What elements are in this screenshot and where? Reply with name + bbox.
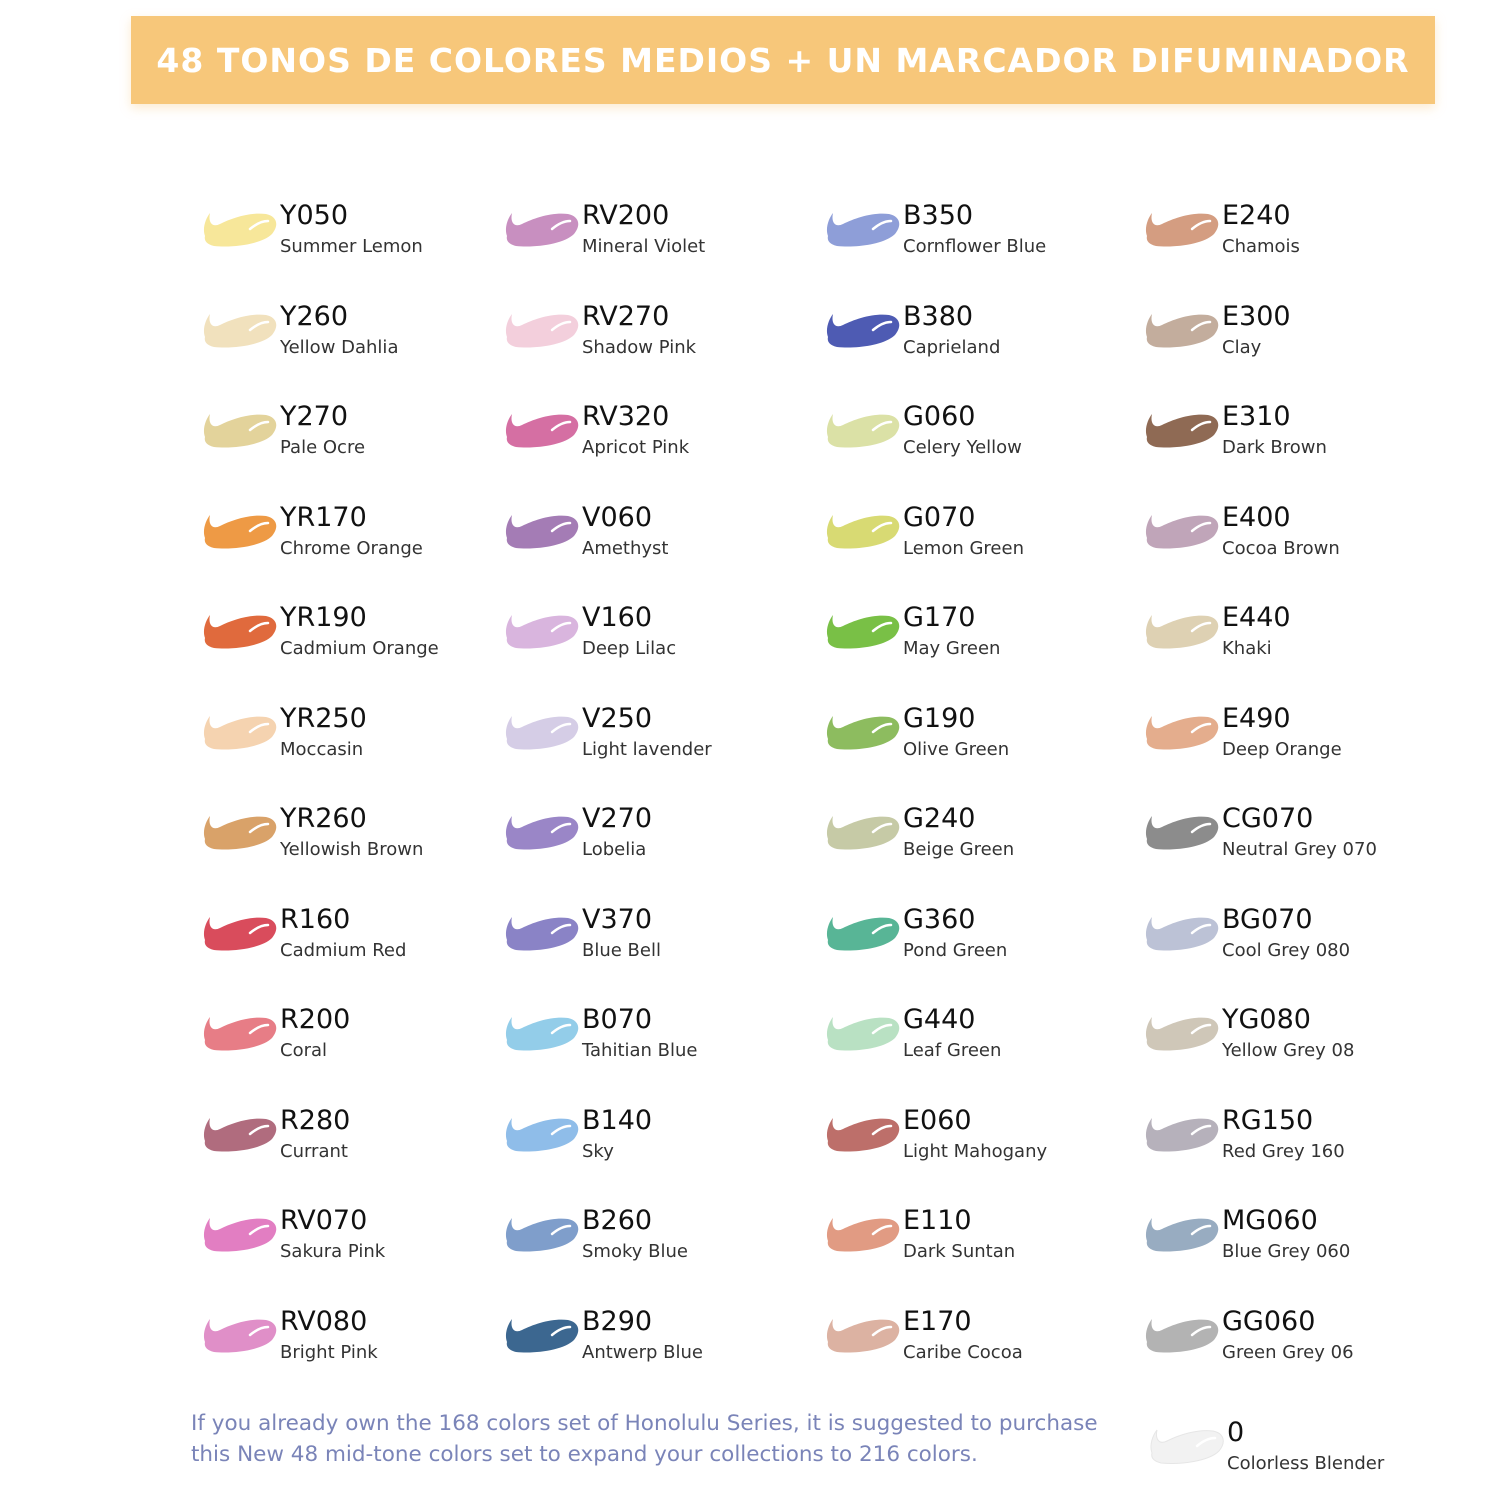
color-name: Shadow Pink	[582, 337, 697, 358]
color-item	[1140, 1103, 1440, 1173]
color-item	[500, 600, 800, 670]
color-swatch	[1140, 1002, 1220, 1054]
marker-stroke-shape	[1140, 600, 1220, 652]
marker-stroke-shape	[1140, 299, 1220, 351]
marker-stroke-shape	[198, 1002, 278, 1054]
color-code: G070	[903, 502, 976, 533]
color-swatch	[198, 801, 278, 853]
color-name: Khaki	[1222, 638, 1272, 659]
marker-stroke-shape	[198, 902, 278, 954]
color-swatch	[821, 198, 901, 250]
color-swatch	[1140, 801, 1220, 853]
color-code: G060	[903, 401, 976, 432]
color-item	[1140, 1203, 1440, 1273]
color-code: RV200	[582, 200, 670, 231]
color-name: Cool Grey 080	[1222, 940, 1351, 961]
color-item	[500, 299, 800, 369]
marker-stroke-shape	[1140, 1304, 1220, 1356]
color-name: Blue Bell	[582, 940, 661, 961]
color-name: Lemon Green	[903, 538, 1024, 559]
color-code: RV270	[582, 301, 670, 332]
color-swatch	[1140, 1304, 1220, 1356]
color-code: G360	[903, 904, 976, 935]
color-swatch	[1140, 902, 1220, 954]
color-name: Blue Grey 060	[1222, 1241, 1351, 1262]
marker-stroke-shape	[500, 198, 580, 250]
marker-stroke-shape	[821, 399, 901, 451]
marker-stroke-shape	[821, 299, 901, 351]
color-name: Clay	[1222, 337, 1262, 358]
color-name: Deep Lilac	[582, 638, 677, 659]
blender-item	[1145, 1415, 1445, 1485]
color-item	[198, 600, 498, 670]
color-code: CG070	[1222, 803, 1314, 834]
color-swatch	[500, 902, 580, 954]
marker-stroke-shape	[500, 801, 580, 853]
color-name: Neutral Grey 070	[1222, 839, 1377, 860]
color-swatch	[1140, 1103, 1220, 1155]
marker-stroke-shape	[1140, 1103, 1220, 1155]
color-item	[198, 299, 498, 369]
marker-stroke-shape	[500, 399, 580, 451]
color-item	[500, 902, 800, 972]
marker-stroke-shape	[198, 1203, 278, 1255]
color-item	[1140, 198, 1440, 268]
color-swatch	[500, 1203, 580, 1255]
color-name: Deep Orange	[1222, 739, 1342, 760]
color-code: E110	[903, 1205, 972, 1236]
marker-stroke-shape	[198, 399, 278, 451]
blender-name: Colorless Blender	[1227, 1453, 1385, 1474]
footnote-line-2: this New 48 mid-tone colors set to expand your collections to 216 colors.	[191, 1442, 978, 1467]
color-swatch	[500, 801, 580, 853]
marker-stroke-shape	[821, 198, 901, 250]
color-swatch	[1140, 701, 1220, 753]
color-name: Chamois	[1222, 236, 1300, 257]
color-code: Y260	[280, 301, 349, 332]
color-item	[198, 1002, 498, 1072]
color-item	[500, 1304, 800, 1374]
color-name: Dark Suntan	[903, 1241, 1016, 1262]
color-name: Caprieland	[903, 337, 1001, 358]
color-item	[198, 1103, 498, 1173]
color-swatch	[198, 902, 278, 954]
marker-stroke-shape	[500, 1103, 580, 1155]
color-swatch	[821, 801, 901, 853]
marker-stroke-shape	[198, 1103, 278, 1155]
color-name: Chrome Orange	[280, 538, 423, 559]
color-code: E060	[903, 1105, 972, 1136]
marker-stroke-shape	[198, 500, 278, 552]
marker-stroke-shape	[500, 1304, 580, 1356]
color-item	[198, 701, 498, 771]
color-item	[1140, 701, 1440, 771]
color-item	[821, 299, 1121, 369]
color-name: Tahitian Blue	[582, 1040, 698, 1061]
color-swatch	[1140, 198, 1220, 250]
color-name: Olive Green	[903, 739, 1010, 760]
marker-stroke-shape	[821, 500, 901, 552]
color-name: Pale Ocre	[280, 437, 366, 458]
color-item	[1140, 902, 1440, 972]
color-swatch	[1140, 600, 1220, 652]
color-item	[500, 701, 800, 771]
color-code: G440	[903, 1004, 976, 1035]
marker-stroke-shape	[1140, 399, 1220, 451]
color-code: B350	[903, 200, 974, 231]
marker-stroke-shape	[198, 701, 278, 753]
color-name: Pond Green	[903, 940, 1008, 961]
marker-stroke-shape	[198, 801, 278, 853]
color-swatch	[500, 399, 580, 451]
color-code: YR190	[280, 602, 367, 633]
color-swatch	[1140, 399, 1220, 451]
color-code: R280	[280, 1105, 351, 1136]
color-item	[500, 1002, 800, 1072]
color-name: Lobelia	[582, 839, 647, 860]
color-code: E400	[1222, 502, 1291, 533]
color-item	[1140, 801, 1440, 871]
color-code: B140	[582, 1105, 653, 1136]
color-swatch	[500, 1304, 580, 1356]
color-item	[500, 399, 800, 469]
color-swatch	[1140, 1203, 1220, 1255]
color-name: Moccasin	[280, 739, 364, 760]
color-item	[821, 1304, 1121, 1374]
color-name: Cadmium Orange	[280, 638, 439, 659]
color-name: Light lavender	[582, 739, 712, 760]
color-item	[500, 801, 800, 871]
color-swatch	[821, 299, 901, 351]
color-swatch	[821, 1304, 901, 1356]
color-name: Red Grey 160	[1222, 1141, 1345, 1162]
color-item	[198, 198, 498, 268]
marker-stroke-shape	[198, 600, 278, 652]
marker-stroke-shape	[500, 500, 580, 552]
color-name: Yellow Dahlia	[280, 337, 399, 358]
color-item	[821, 902, 1121, 972]
color-name: Smoky Blue	[582, 1241, 688, 1262]
color-swatch	[198, 500, 278, 552]
color-code: YR250	[280, 703, 367, 734]
color-swatch	[500, 1002, 580, 1054]
color-swatch	[821, 600, 901, 652]
color-code: E300	[1222, 301, 1291, 332]
color-swatch	[500, 198, 580, 250]
color-item	[500, 1103, 800, 1173]
color-swatch	[500, 299, 580, 351]
color-item	[1140, 299, 1440, 369]
color-item	[1140, 1304, 1440, 1374]
marker-stroke-shape	[821, 801, 901, 853]
color-name: Sky	[582, 1141, 614, 1162]
color-name: Leaf Green	[903, 1040, 1002, 1061]
color-item	[821, 801, 1121, 871]
color-swatch	[198, 299, 278, 351]
color-name: Antwerp Blue	[582, 1342, 703, 1363]
color-code: R160	[280, 904, 351, 935]
color-name: Green Grey 06	[1222, 1342, 1354, 1363]
color-item	[821, 500, 1121, 570]
footnote	[191, 1408, 1141, 1470]
color-name: Cornflower Blue	[903, 236, 1047, 257]
marker-stroke-shape	[500, 1002, 580, 1054]
color-code: YG080	[1222, 1004, 1311, 1035]
color-name: Cadmium Red	[280, 940, 407, 961]
marker-stroke-shape	[500, 299, 580, 351]
color-name: Coral	[280, 1040, 328, 1061]
color-swatch	[821, 902, 901, 954]
color-item	[821, 701, 1121, 771]
color-code: E310	[1222, 401, 1291, 432]
color-swatch	[821, 1103, 901, 1155]
marker-stroke-shape	[1140, 1002, 1220, 1054]
color-swatch	[198, 399, 278, 451]
color-name: Sakura Pink	[280, 1241, 386, 1262]
color-swatch	[821, 1002, 901, 1054]
marker-stroke-shape	[1140, 701, 1220, 753]
color-code: GG060	[1222, 1306, 1316, 1337]
color-swatch	[500, 500, 580, 552]
color-name: Yellow Grey 08	[1222, 1040, 1355, 1061]
color-swatch	[198, 701, 278, 753]
color-name: Celery Yellow	[903, 437, 1022, 458]
color-item	[500, 500, 800, 570]
color-code: B260	[582, 1205, 653, 1236]
marker-stroke-shape	[198, 299, 278, 351]
color-item	[821, 1002, 1121, 1072]
color-swatch	[1140, 500, 1220, 552]
color-code: V250	[582, 703, 653, 734]
color-swatch	[1140, 299, 1220, 351]
marker-stroke-shape	[198, 198, 278, 250]
color-swatch	[198, 1203, 278, 1255]
marker-stroke-shape	[500, 701, 580, 753]
color-code: RV080	[280, 1306, 368, 1337]
banner-title: 48 TONOS DE COLORES MEDIOS + UN MARCADOR DIFUMINADOR	[156, 40, 1410, 80]
color-name: Yellowish Brown	[280, 839, 424, 860]
color-code: RG150	[1222, 1105, 1314, 1136]
marker-stroke-shape	[821, 1203, 901, 1255]
color-code: V370	[582, 904, 653, 935]
color-item	[198, 801, 498, 871]
color-item	[198, 1304, 498, 1374]
color-swatch	[198, 1002, 278, 1054]
color-name: Dark Brown	[1222, 437, 1327, 458]
color-name: May Green	[903, 638, 1001, 659]
color-item	[198, 902, 498, 972]
marker-stroke-shape	[1140, 500, 1220, 552]
color-name: Caribe Cocoa	[903, 1342, 1023, 1363]
color-name: Apricot Pink	[582, 437, 690, 458]
color-code: B290	[582, 1306, 653, 1337]
color-swatch	[500, 701, 580, 753]
marker-stroke-shape	[821, 701, 901, 753]
marker-stroke-shape	[198, 1304, 278, 1356]
marker-stroke-shape	[500, 1203, 580, 1255]
color-swatch	[198, 1103, 278, 1155]
color-swatch	[821, 701, 901, 753]
color-name: Cocoa Brown	[1222, 538, 1340, 559]
marker-stroke-shape	[821, 1103, 901, 1155]
color-item	[1140, 399, 1440, 469]
marker-stroke-shape	[821, 1002, 901, 1054]
color-item	[821, 198, 1121, 268]
color-code: Y270	[280, 401, 349, 432]
color-item	[1140, 500, 1440, 570]
color-code: R200	[280, 1004, 351, 1035]
color-code: E490	[1222, 703, 1291, 734]
color-code: MG060	[1222, 1205, 1318, 1236]
marker-stroke-shape	[1140, 902, 1220, 954]
color-name: Mineral Violet	[582, 236, 706, 257]
marker-stroke-shape	[500, 902, 580, 954]
color-code: V060	[582, 502, 653, 533]
color-code: YR170	[280, 502, 367, 533]
footnote-line-1: If you already own the 168 colors set of Honolulu Series, it is suggested to purchase	[191, 1411, 1098, 1436]
marker-stroke-shape	[1140, 1203, 1220, 1255]
color-code: YR260	[280, 803, 367, 834]
color-swatch	[500, 600, 580, 652]
marker-stroke-shape	[1140, 801, 1220, 853]
color-code: Y050	[280, 200, 349, 231]
marker-stroke-shape	[821, 902, 901, 954]
color-item	[821, 1203, 1121, 1273]
color-swatch	[198, 198, 278, 250]
color-code: BG070	[1222, 904, 1313, 935]
color-code: G190	[903, 703, 976, 734]
color-code: E240	[1222, 200, 1291, 231]
marker-stroke-shape	[1140, 198, 1220, 250]
color-item	[500, 198, 800, 268]
color-swatch	[198, 1304, 278, 1356]
color-swatch	[500, 1103, 580, 1155]
blender-swatch	[1145, 1415, 1225, 1467]
color-code: RV070	[280, 1205, 368, 1236]
color-item	[198, 500, 498, 570]
color-code: G240	[903, 803, 976, 834]
color-name: Amethyst	[582, 538, 669, 559]
marker-stroke-shape	[821, 1304, 901, 1356]
color-name: Bright Pink	[280, 1342, 378, 1363]
blender-stroke-shape	[1145, 1415, 1225, 1467]
color-code: V270	[582, 803, 653, 834]
color-code: B070	[582, 1004, 653, 1035]
color-name: Summer Lemon	[280, 236, 423, 257]
color-name: Light Mahogany	[903, 1141, 1048, 1162]
color-code: G170	[903, 602, 976, 633]
color-item	[198, 399, 498, 469]
color-item	[198, 1203, 498, 1273]
color-item	[1140, 600, 1440, 670]
marker-stroke-shape	[500, 600, 580, 652]
color-code: V160	[582, 602, 653, 633]
color-swatch	[821, 399, 901, 451]
marker-stroke-shape	[821, 600, 901, 652]
color-code: E170	[903, 1306, 972, 1337]
color-item	[1140, 1002, 1440, 1072]
color-name: Beige Green	[903, 839, 1015, 860]
color-item	[821, 399, 1121, 469]
color-code: B380	[903, 301, 974, 332]
color-name: Currant	[280, 1141, 348, 1162]
color-swatch	[821, 500, 901, 552]
color-code: E440	[1222, 602, 1291, 633]
color-code: RV320	[582, 401, 670, 432]
color-swatch	[821, 1203, 901, 1255]
color-swatch	[198, 600, 278, 652]
blender-code: 0	[1227, 1417, 1245, 1448]
color-item	[821, 1103, 1121, 1173]
color-item	[500, 1203, 800, 1273]
color-item	[821, 600, 1121, 670]
